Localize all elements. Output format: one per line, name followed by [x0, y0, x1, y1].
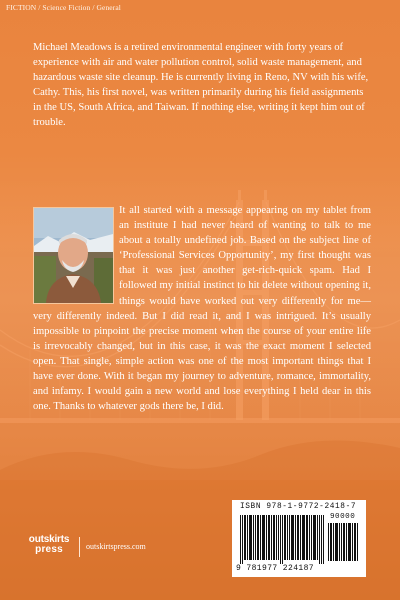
- price-addon-bars: [328, 523, 358, 561]
- publisher-logo: [24, 534, 74, 555]
- book-blurb-text: It all started with a message appearing on my tablet from an institute I had never heard of wanting to talk to me about a totally undefined job. Based on the subject line of ‘Professional Services Opportunity’, my first thought was that it was just another get-rich-quick spam. Had I followed my initial instinct to hit delete without opening it, things would have worked out very differently for me—very differently indeed. But I did read it, and I was intrigued. It’s usually impossible to pinpoint the precise moment when the course of your entire life is irrevocably changed, but in this case, it was the exact moment I selected open. That single, simple action was one of the most important things that I have ever done. With it began my journey to adventure, romance, immortality, and infamy. I would gain a new world and lose everything I held dear in this one. Thanks to whatever gods there be, I did.: [33, 205, 371, 413]
- logo-line-1: outskirts: [28, 534, 70, 545]
- ean-digits: 9 781977 224187: [236, 564, 315, 573]
- isbn-barcode: [232, 500, 366, 577]
- category-line: FICTION / Science Fiction / General: [6, 3, 121, 12]
- publisher-website: outskirtspress.com: [86, 542, 146, 551]
- logo-divider: [79, 537, 80, 557]
- book-blurb: [33, 203, 371, 414]
- isbn-text: ISBN 978-1-9772-2418-7: [240, 503, 357, 511]
- author-bio: Michael Meadows is a retired environmental engineer with forty years of experience with air and water pollution control, solid waste management, and hazardous waste site cleanup. He is currently living in Reno, NV with his wife, Cathy. This, his first novel, was written primarily during his field assignments in the US, South Africa, and Taiwan. If nothing else, writing it kept him out of trouble.: [33, 42, 369, 128]
- logo-line-2: press: [35, 544, 63, 555]
- price-code: 90000: [330, 513, 356, 521]
- photo-spacer: [33, 203, 119, 303]
- ean-barcode-bars: [240, 515, 324, 564]
